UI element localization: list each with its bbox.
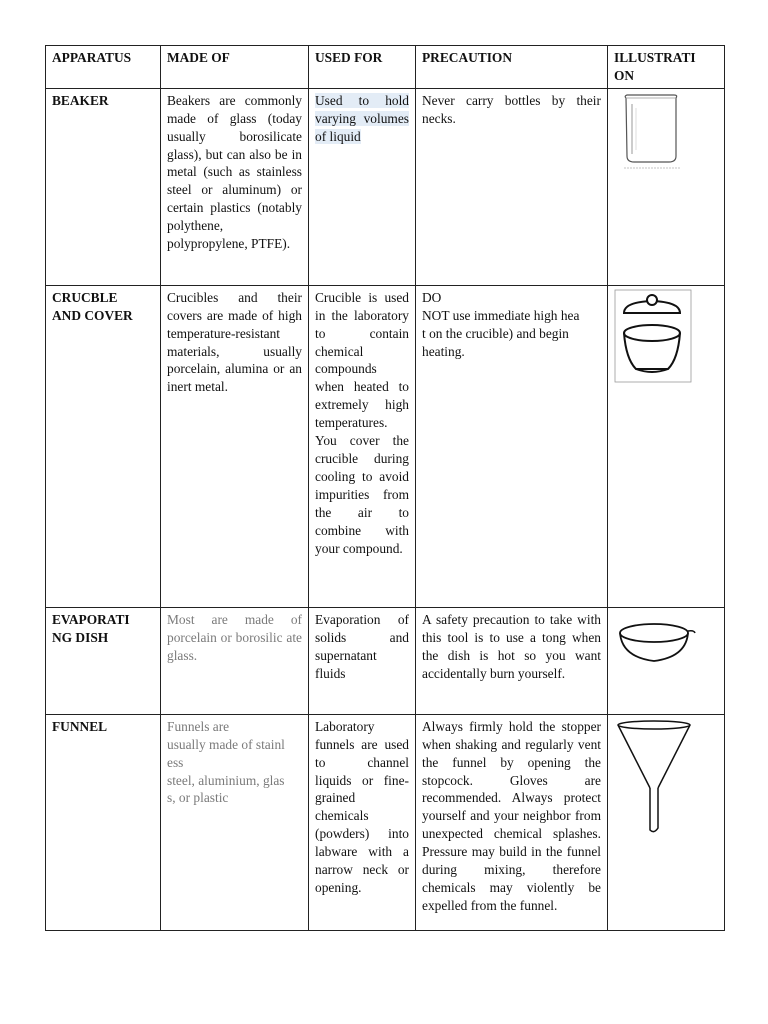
precaution-cell: A safety precaution to take with this tool is to use a tong when the dish is hot so you want accidentally burn yourself. [416, 607, 608, 714]
precaution-cell: Always firmly hold the stopper when shaking and regularly vent the funnel by opening the stopcock. Gloves are recommended. Always protect yourself and your neighbor from unexpected chemical splashes. Pressure may build in the funnel during mixing, therefore chemicals may violently be expelled from the funnel. [416, 714, 608, 930]
precaution-cell: DO NOT use immediate high hea t on the crucible) and begin heating. [416, 285, 608, 607]
table-row-beaker [46, 88, 725, 285]
table-row-funnel [46, 714, 725, 930]
funnel-icon [614, 718, 704, 840]
apparatus-name: EVAPORATI NG DISH [46, 607, 161, 714]
used-for-cell: Used to hold varying volumes of liquid [309, 88, 416, 285]
made-of-cell: Funnels are usually made of stainl ess steel, aluminium, glas s, or plastic [161, 714, 309, 930]
used-for-cell: Laboratory funnels are used to channel liquids or fine-grained chemicals (powders) into labware with a narrow neck or opening. [309, 714, 416, 930]
apparatus-name: CRUCBLE AND COVER [46, 285, 161, 607]
header-used-for: USED FOR [309, 46, 416, 89]
illustration-cell [608, 607, 725, 714]
apparatus-table-page [45, 45, 724, 931]
apparatus-name: FUNNEL [46, 714, 161, 930]
beaker-icon [614, 92, 714, 174]
apparatus-table [45, 45, 725, 931]
made-of-cell: Beakers are commonly made of glass (today usually borosilicate glass), but can also be in metal (such as stainless steel or aluminum) or certain plastics (notably polythene, polypropylene, PTFE). [161, 88, 309, 285]
crucible-and-cover-icon [614, 289, 696, 385]
precaution-cell: Never carry bottles by their necks. [416, 88, 608, 285]
used-for-cell: Evaporation of solids and supernatant fluids [309, 607, 416, 714]
illustration-cell [608, 88, 725, 285]
made-of-cell: Crucibles and their covers are made of high temperature-resistant materials, usually porcelain, alumina or an inert metal. [161, 285, 309, 607]
apparatus-name: BEAKER [46, 88, 161, 285]
header-made-of: MADE OF [161, 46, 309, 89]
illustration-cell [608, 285, 725, 607]
table-row-evaporating-dish [46, 607, 725, 714]
table-row-crucible [46, 285, 725, 607]
used-for-cell: Crucible is used in the laboratory to contain chemical compounds when heated to extremely high temperatures. You cover the crucible during cooling to avoid impurities from the air to combine with your compound. [309, 285, 416, 607]
made-of-cell: Most are made of porcelain or borosilic ate glass. [161, 607, 309, 714]
evaporating-dish-icon [614, 611, 704, 671]
header-precaution: PRECAUTION [416, 46, 608, 89]
header-illustration: ILLUSTRATI ON [608, 46, 725, 89]
header-apparatus: APPARATUS [46, 46, 161, 89]
illustration-cell [608, 714, 725, 930]
header-row [46, 46, 725, 89]
